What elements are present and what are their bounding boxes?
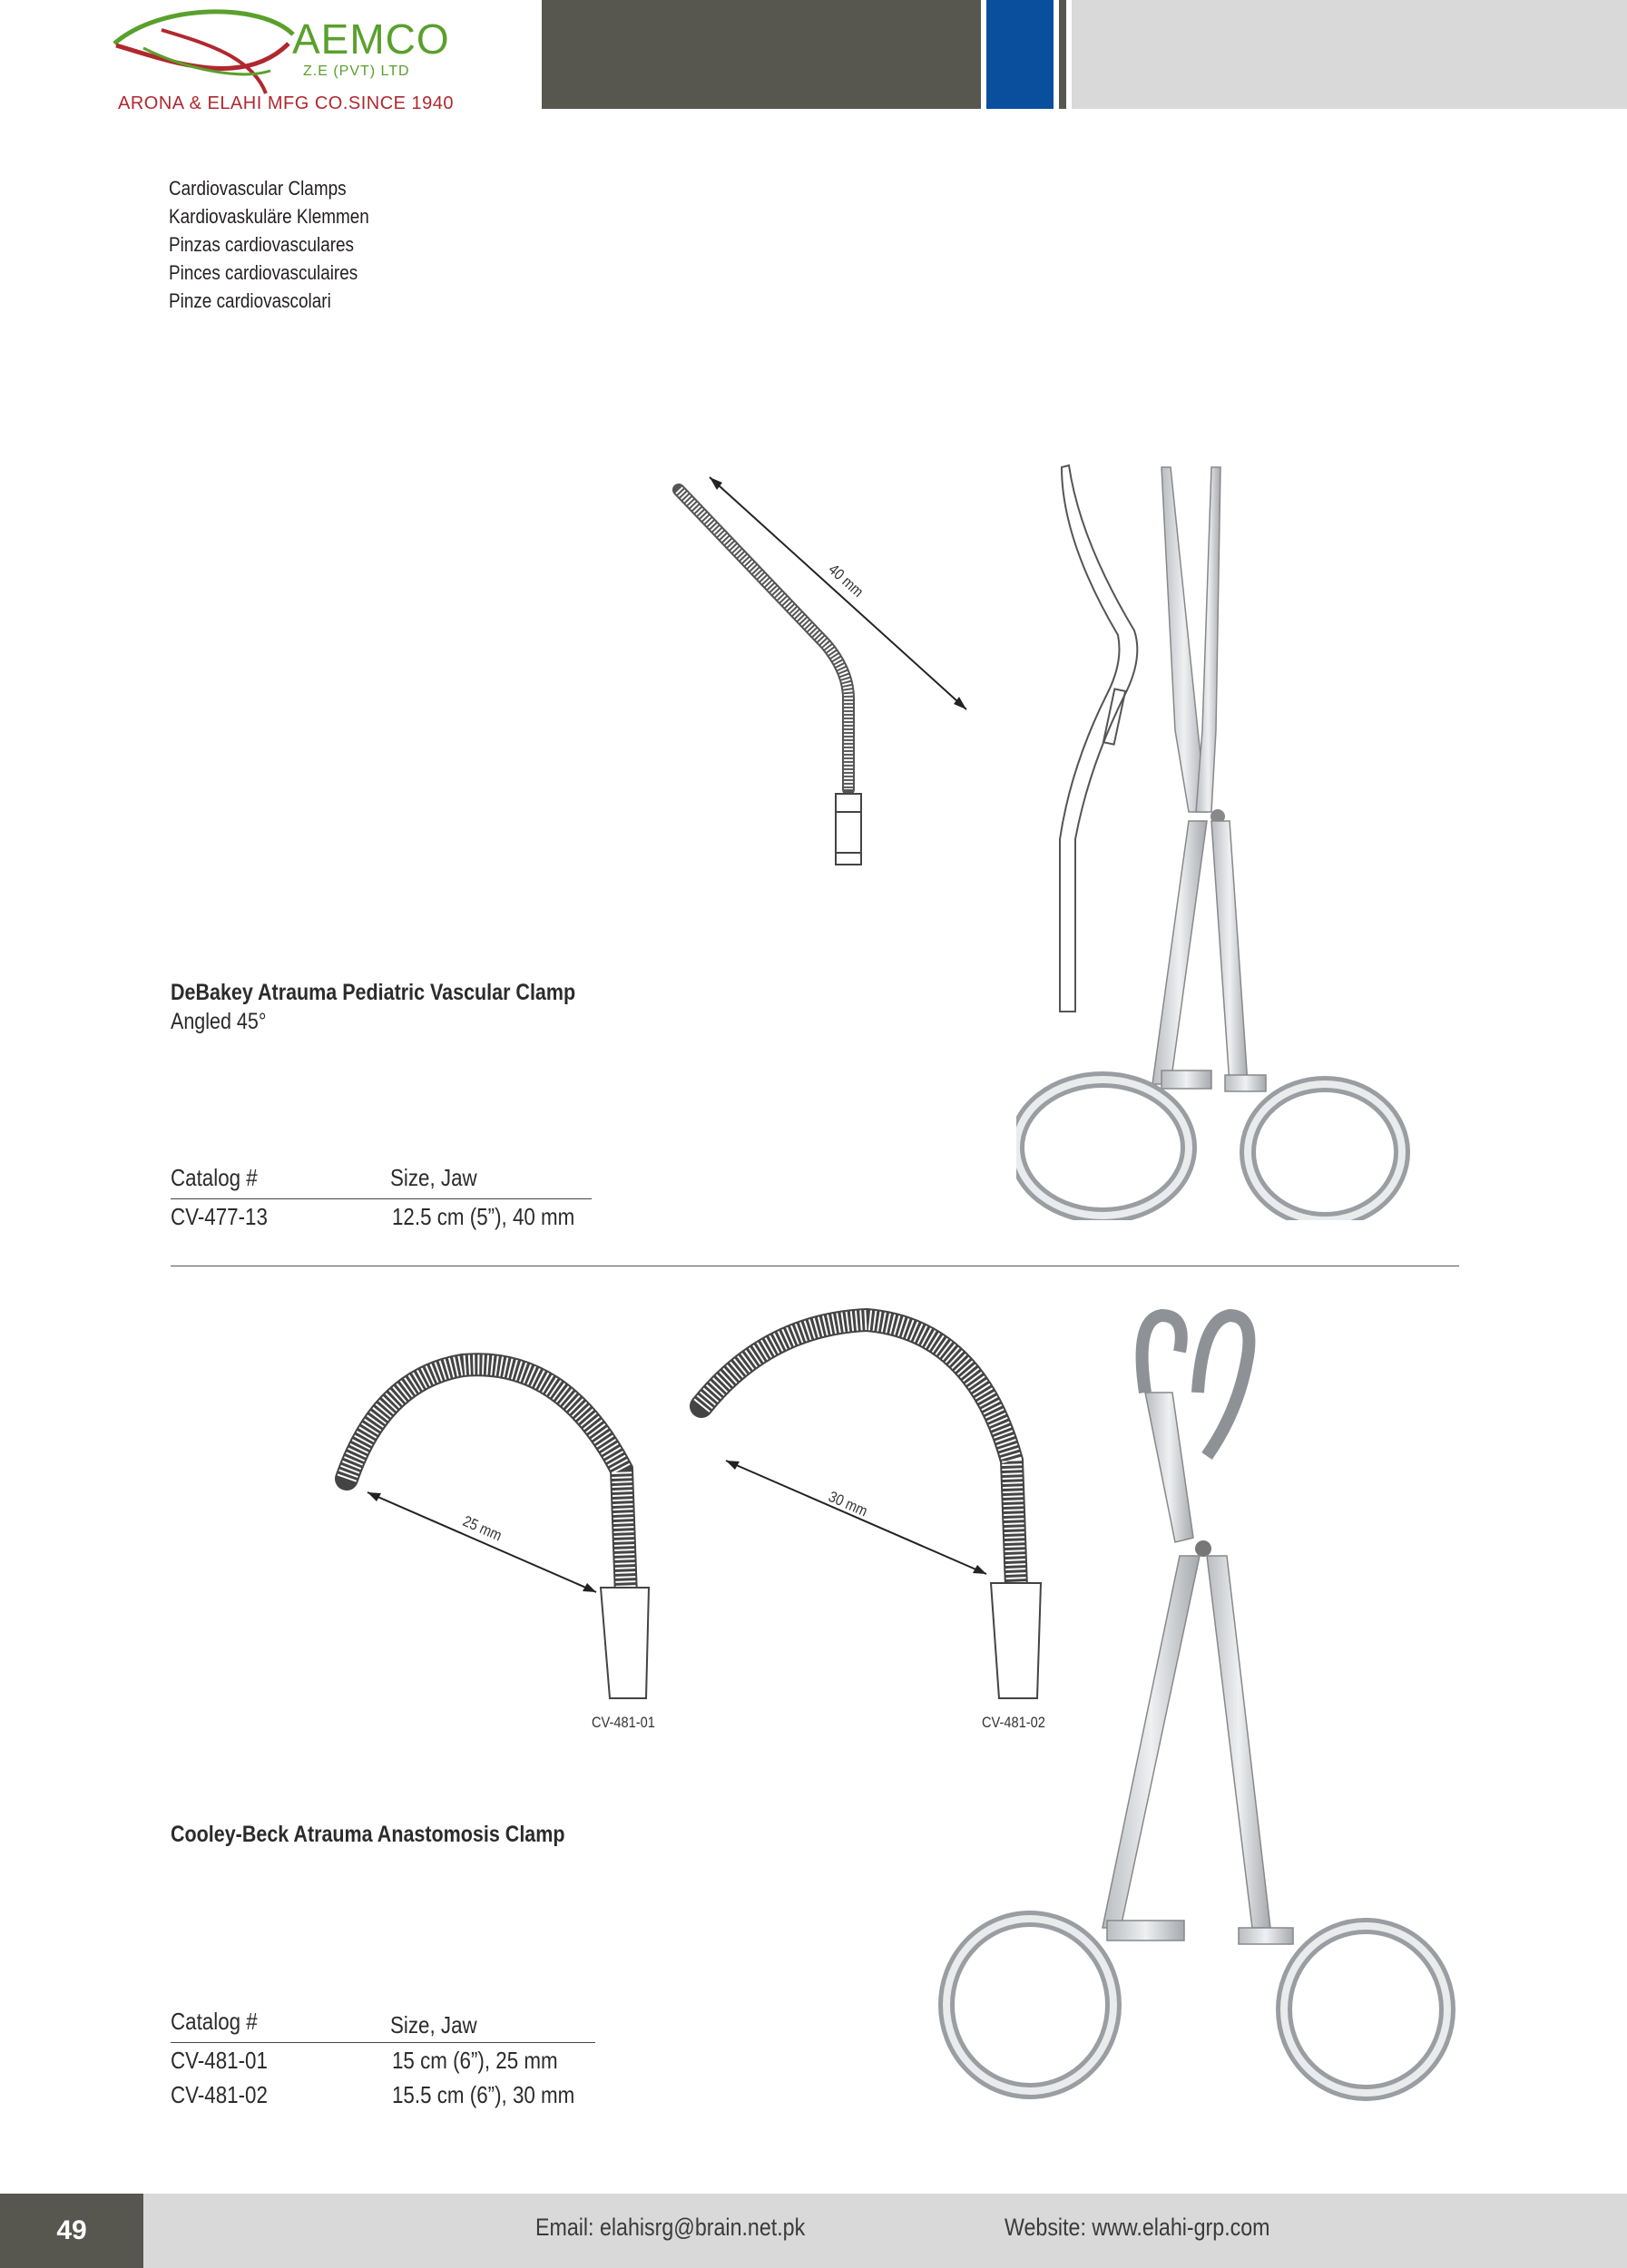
page-number: 49 [0,2194,143,2268]
brand-name: AEMCO [292,15,450,63]
debakey-jaw-detail-drawing [671,463,980,871]
header-size-jaw: Size, Jaw [390,2011,477,2038]
catalog-table-header [171,1164,592,1199]
size-jaw-value: 15 cm (6”), 25 mm [392,2047,558,2074]
footer-bar [0,2194,1627,2268]
header-bar-thin [1059,0,1066,109]
product-name-debakey: DeBakey Atrauma Pediatric Vascular Clamp [171,980,576,1005]
table-row [171,1199,592,1234]
header-catalog: Catalog # [171,2008,258,2035]
table-row [171,2077,595,2112]
section-title-es: Pinzas cardiovasculares [169,233,355,256]
dimension-label-40mm: 40 mm [825,561,867,601]
brand-tagline: ARONA & ELAHI MFG CO.SINCE 1940 [118,93,455,113]
catalog-number: CV-477-13 [171,1203,268,1230]
catalog-number: CV-481-01 [171,2047,268,2074]
section-title-list [169,174,402,315]
size-jaw-value: 15.5 cm (6”), 30 mm [392,2081,575,2108]
figure-label-cv-481-02: CV-481-02 [982,1714,1045,1731]
catalog-table-cooley-beck [171,2008,595,2112]
header-bar-light [1072,0,1627,109]
figure-label-cv-481-01: CV-481-01 [592,1714,655,1731]
product-subtitle-debakey: Angled 45° [171,1009,267,1034]
header-bar-blue [986,0,1054,109]
catalog-table-header [171,2008,595,2043]
section-title-fr: Pinces cardiovasculaires [169,261,358,284]
dimension-label-25mm: 25 mm [460,1512,505,1545]
cooley-beck-clamp-illustration [935,1302,1461,2109]
dimension-label-30mm: 30 mm [826,1488,870,1520]
header-bar-dark [542,0,981,109]
footer-website[interactable]: Website: www.elahi-grp.com [1005,2214,1270,2241]
footer-email[interactable]: Email: elahisrg@brain.net.pk [535,2214,806,2241]
header-catalog: Catalog # [171,1164,258,1191]
section-title-it: Pinze cardiovascolari [169,289,331,312]
size-jaw-value: 12.5 cm (5”), 40 mm [392,1203,575,1230]
catalog-number: CV-481-02 [171,2081,268,2108]
catalog-table-debakey [171,1164,592,1234]
brand-subtitle: Z.E (PVT) LTD [303,64,410,79]
section-title-de: Kardiovaskuläre Klemmen [169,205,369,228]
header-size-jaw: Size, Jaw [390,1164,477,1191]
product-name-cooley-beck: Cooley-Beck Atrauma Anastomosis Clamp [171,1822,565,1847]
debakey-clamp-illustration [1016,458,1470,1220]
section-title-en: Cardiovascular Clamps [169,177,347,200]
table-row [171,2043,595,2077]
